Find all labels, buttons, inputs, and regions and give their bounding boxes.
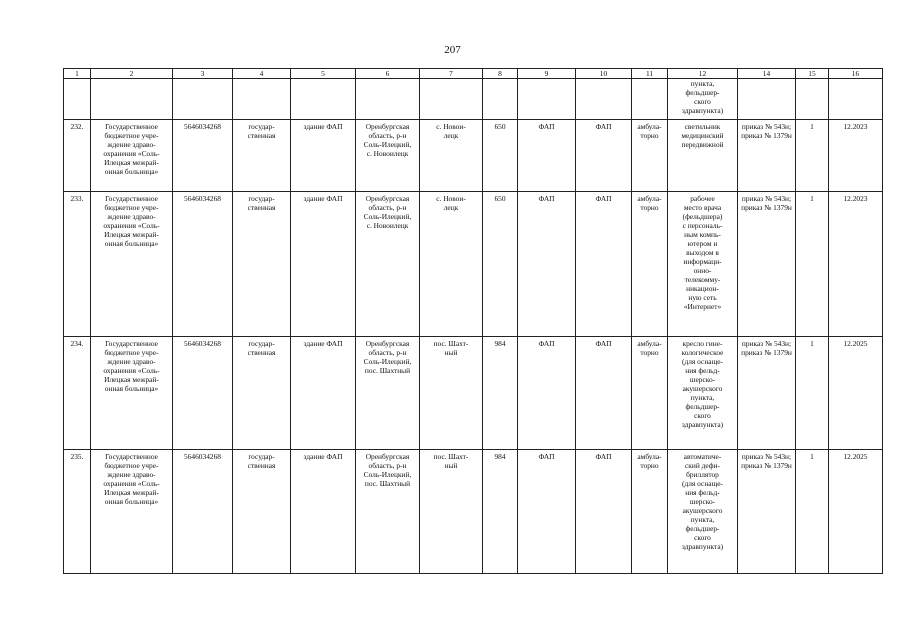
care-cell: амбула- торно [632,120,668,192]
col-header: 9 [518,69,576,79]
population-cell: 650 [483,120,518,192]
continuation-row [64,79,883,120]
organization-cell: Государственное бюджетное учре- ждение здраво- охранения «Соль- Илецкая межрай- онная больница» [91,120,173,192]
ownership-cell: государ- ственная [233,192,291,337]
address-cell: Оренбургская область, р-н Соль-Илецкий, пос. Шахтный [356,337,420,450]
order-cell: приказ № 543н; приказ № 1379н [738,337,796,450]
registry-table [63,68,883,574]
col-header: 1 [64,69,91,79]
date-cell: 12.2025 [829,337,883,450]
col-header: 4 [233,69,291,79]
locality-cell: пос. Шахт- ный [420,450,483,574]
locality-cell: с. Новои- лецк [420,192,483,337]
order-cell: приказ № 543н; приказ № 1379н [738,192,796,337]
inn-cell: 5646034268 [173,192,233,337]
population-cell: 984 [483,337,518,450]
col-header: 11 [632,69,668,79]
row-number: 233. [64,192,91,337]
address-cell: Оренбургская область, р-н Соль-Илецкий, с. Новоилецк [356,120,420,192]
col-header: 5 [291,69,356,79]
table-row [64,337,883,450]
col-header: 8 [483,69,518,79]
address-cell: Оренбургская область, р-н Соль-Илецкий, пос. Шахтный [356,450,420,574]
equipment-cell: рабочее место врача (фельдшера) с персональ- ным компь- ютером и выходом в информаци- онно- телекомму- никацион- ную сеть «Интернет» [668,192,738,337]
inn-cell: 5646034268 [173,120,233,192]
building-cell: здание ФАП [291,450,356,574]
quantity-cell: 1 [796,192,829,337]
date-cell: 12.2023 [829,120,883,192]
col-header: 16 [829,69,883,79]
page-number: 207 [444,44,461,56]
col-header: 6 [356,69,420,79]
equipment-cell: пункта, фельдшер- ского здравпункта) [668,79,738,120]
col-header: 10 [576,69,632,79]
type-cell: ФАП [518,120,576,192]
row-number: 232. [64,120,91,192]
inn-cell: 5646034268 [173,337,233,450]
inn-cell: 5646034268 [173,450,233,574]
organization-cell: Государственное бюджетное учре- ждение здраво- охранения «Соль- Илецкая межрай- онная больница» [91,450,173,574]
organization-cell: Государственное бюджетное учре- ждение здраво- охранения «Соль- Илецкая межрай- онная больница» [91,337,173,450]
row-number: 235. [64,450,91,574]
table-row [64,192,883,337]
address-cell: Оренбургская область, р-н Соль-Илецкий, с. Новоилецк [356,192,420,337]
locality-cell: с. Новои- лецк [420,120,483,192]
table-row [64,120,883,192]
type-cell: ФАП [518,450,576,574]
date-cell: 12.2025 [829,450,883,574]
date-cell: 12.2023 [829,192,883,337]
equipment-cell: кресло гине- кологическое (для оснаще- ния фельд- шерско- акушерского пункта, фельдшер- ского здравпункта) [668,337,738,450]
organization-cell: Государственное бюджетное учре- ждение здраво- охранения «Соль- Илецкая межрай- онная больница» [91,192,173,337]
ownership-cell: государ- ственная [233,337,291,450]
building-cell: здание ФАП [291,120,356,192]
row-number: 234. [64,337,91,450]
order-cell: приказ № 543н; приказ № 1379н [738,120,796,192]
table-row [64,450,883,574]
col-header: 2 [91,69,173,79]
type-cell: ФАП [518,192,576,337]
quantity-cell: 1 [796,450,829,574]
care-cell: амбула- торно [632,337,668,450]
type-cell: ФАП [576,192,632,337]
type-cell: ФАП [518,337,576,450]
col-header: 7 [420,69,483,79]
type-cell: ФАП [576,337,632,450]
equipment-cell: автоматиче- ский дефи- бриллятор (для оснаще- ния фельд- шерско- акушерского пункта, фельдшер- ского здравпункта) [668,450,738,574]
ownership-cell: государ- ственная [233,120,291,192]
col-header: 14 [738,69,796,79]
order-cell: приказ № 543н; приказ № 1379н [738,450,796,574]
col-header: 12 [668,69,738,79]
care-cell: амбула- торно [632,192,668,337]
type-cell: ФАП [576,120,632,192]
care-cell: амбула- торно [632,450,668,574]
population-cell: 650 [483,192,518,337]
equipment-cell: светильник медицинский передвижной [668,120,738,192]
type-cell: ФАП [576,450,632,574]
header-row [64,69,883,79]
building-cell: здание ФАП [291,337,356,450]
quantity-cell: 1 [796,120,829,192]
locality-cell: пос. Шахт- ный [420,337,483,450]
quantity-cell: 1 [796,337,829,450]
building-cell: здание ФАП [291,192,356,337]
col-header: 3 [173,69,233,79]
population-cell: 984 [483,450,518,574]
col-header: 15 [796,69,829,79]
ownership-cell: государ- ственная [233,450,291,574]
